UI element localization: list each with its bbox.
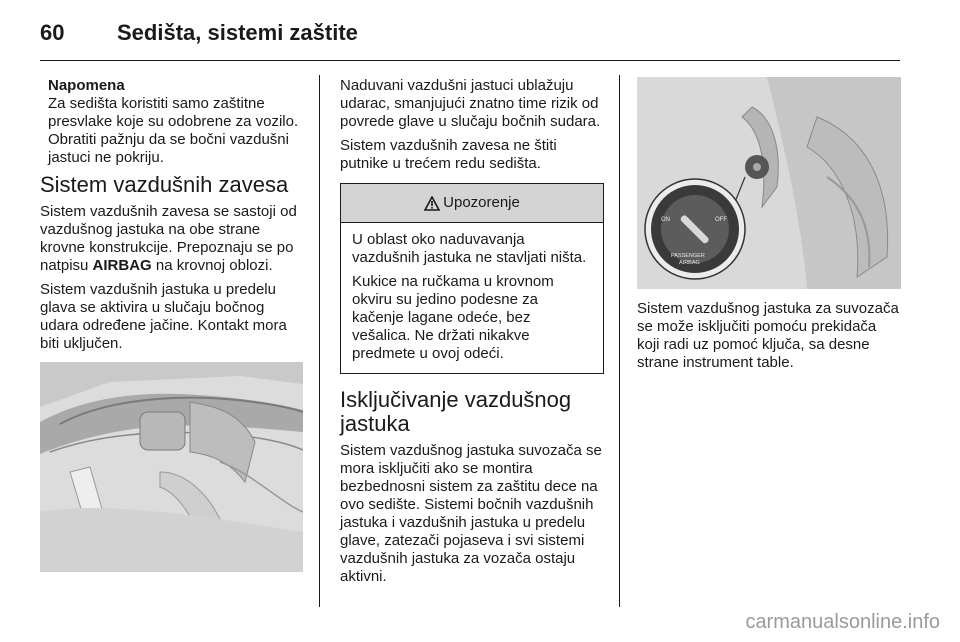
section-heading-deactivation: Isključivanje vazdušnog jastuka — [340, 387, 572, 436]
column-right — [637, 300, 901, 378]
warning-text-1: U oblast oko naduvavanja vazdušnih jastuka ne stavljati ništa. — [352, 231, 587, 266]
warning-box — [340, 183, 604, 374]
watermark: carmanualsonline.info — [745, 611, 940, 633]
paragraph-deactivation: Sistem vazdušnog jastuka suvozača se mora isključiti ako se montira bezbednosni sistem za zaštitu dece na ovo sedište. Sistemi bočnih vazdušnih jastuka i vazdušnih jastuka u predelu glave, zatezači pojaseva i svi sistemi vazdušnih jastuka za vozača ostaju aktivni. — [340, 442, 602, 585]
note-text: Za sedišta koristiti samo zaštitne presvlake koje su odobrene za vozilo. Obratiti pažnju da se bočni vazdušni jastuci ne pokriju. — [48, 95, 299, 166]
airbag-label: AIRBAG — [92, 257, 152, 274]
switch-airbag-label: AIRBAG — [679, 260, 700, 266]
paragraph-curtain-2: Sistem vazdušnih jastuka u predelu glava se aktivira u slučaju bočnog udara određene jačine. Kontakt mora biti uključen. — [40, 281, 287, 352]
note-block — [48, 77, 306, 167]
page-number: 60 — [40, 20, 65, 45]
warning-body — [341, 223, 603, 373]
paragraph-inflated: Naduvani vazdušni jastuci ublažuju udarac, smanjujući znatno time rizik od povrede glave u slučaju bočnih sudara. — [340, 77, 601, 130]
warning-header — [341, 184, 603, 223]
switch-passenger-label: PASSENGER — [671, 253, 705, 259]
section-heading-curtain: Sistem vazdušnih zavesa — [40, 172, 289, 197]
airbag-key-switch-illustration — [637, 77, 901, 289]
warning-text-2: Kukice na ručkama u krovnom okviru su jedino podesne za kačenje lagane odeće, bez vešalica. Ne držati nikakve predmete u ovoj odeći. — [352, 273, 554, 362]
paragraph-third-row: Sistem vazdušnih zavesa ne štiti putnike u trećem redu sedišta. — [340, 137, 557, 172]
column-divider-2 — [619, 75, 620, 607]
header-rule — [40, 60, 900, 61]
note-title: Napomena — [48, 77, 125, 94]
column-left — [40, 77, 306, 359]
switch-on-label: ON — [661, 217, 670, 223]
paragraph-key-switch: Sistem vazdušnog jastuka za suvozača se može isključiti pomoću prekidača koji radi uz pomoć ključa, sa desne strane instrument table. — [637, 300, 899, 371]
page-title: Sedišta, sistemi zaštite — [117, 20, 358, 45]
warning-title: Upozorenje — [443, 194, 520, 211]
page-header — [0, 0, 960, 60]
curtain-airbag-illustration — [40, 362, 303, 572]
warning-triangle-icon — [424, 196, 440, 211]
column-divider-1 — [319, 75, 320, 607]
switch-off-label: OFF — [715, 217, 727, 223]
paragraph-curtain-1: Sistem vazdušnih zavesa se sastoji od vazdušnog jastuka na obe strane krovne konstrukcije. Prepoznaju se po natpisu AIRBAG na krovnoj oblozi. — [40, 203, 297, 274]
column-middle — [340, 77, 604, 592]
